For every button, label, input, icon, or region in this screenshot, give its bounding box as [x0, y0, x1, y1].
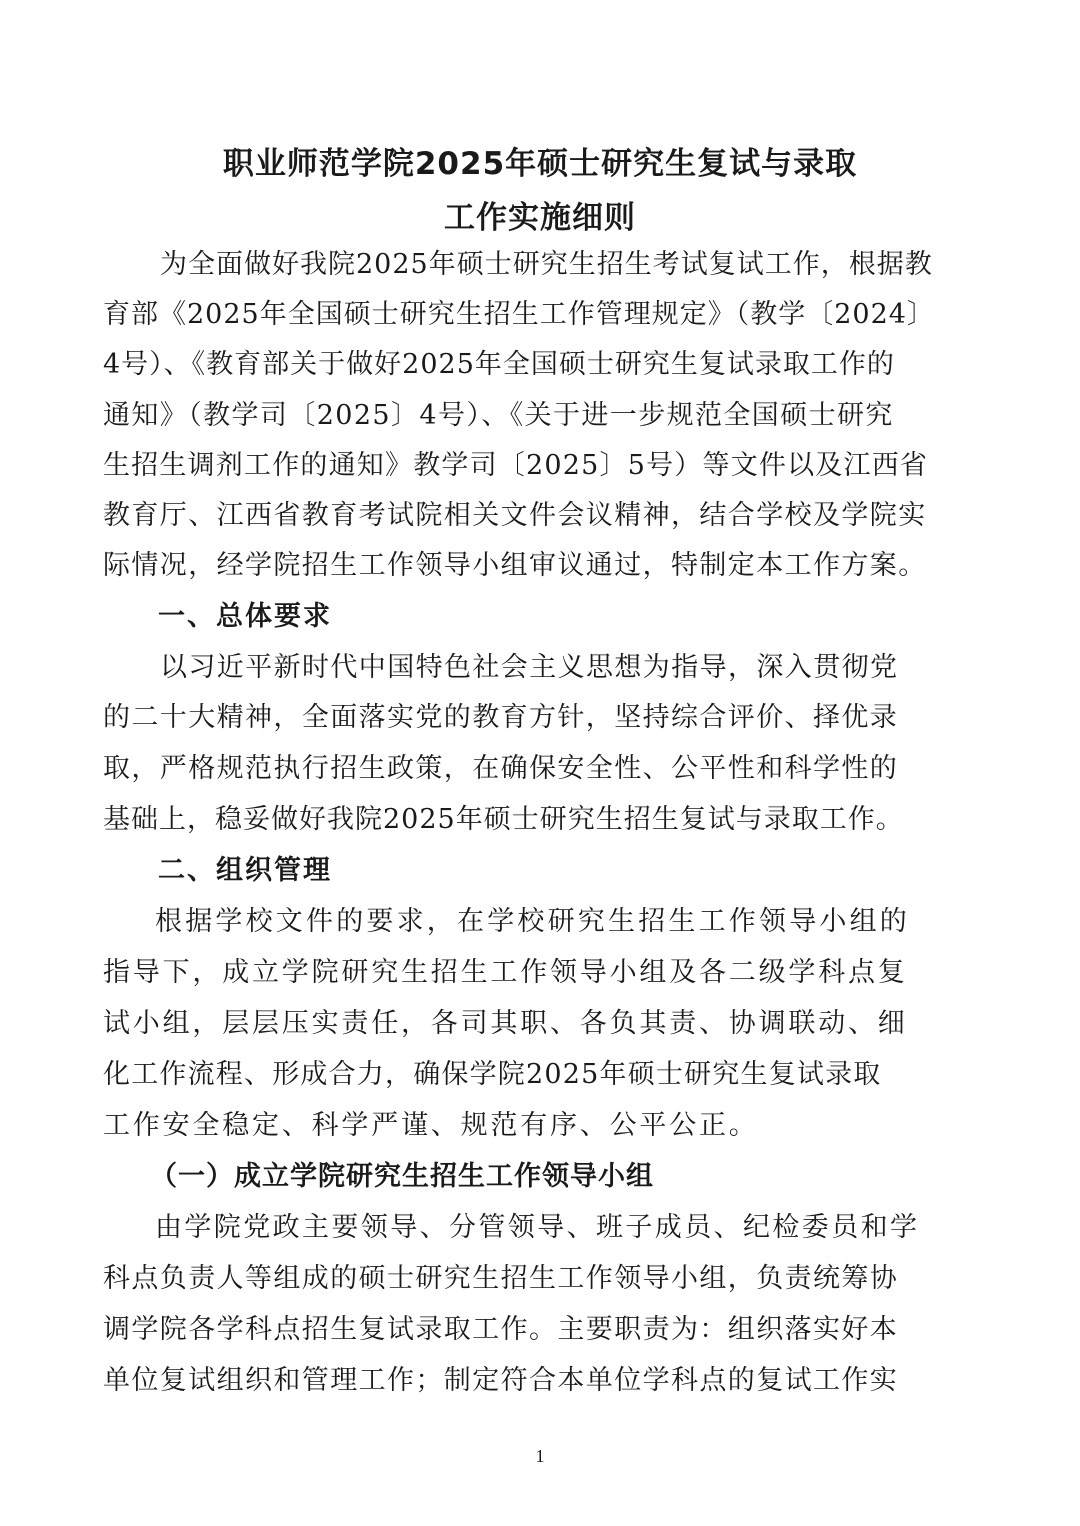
intro-line: 教育厅、江西省教育考试院相关文件会议精神，结合学校及学院实	[103, 500, 927, 531]
intro-line: 通知》（教学司〔2025〕4号）、《关于进一步规范全国硕士研究	[103, 400, 894, 431]
subsection1-line: 调学院各学科点招生复试录取工作。主要职责为：组织落实好本	[103, 1314, 899, 1345]
section1-line: 取，严格规范执行招生政策，在确保安全性、公平性和科学性的	[103, 753, 899, 784]
section2-line: 根据学校文件的要求，在学校研究生招生工作领导小组的	[155, 906, 910, 937]
section-heading: 一、总体要求	[158, 601, 332, 632]
section1-line: 基础上，稳妥做好我院2025年硕士研究生招生复试与录取工作。	[103, 804, 904, 835]
section2-line: 指导下，成立学院研究生招生工作领导小组及各二级学科点复	[103, 957, 908, 988]
intro-line: 4号）、《教育部关于做好2025年全国硕士研究生复试录取工作的	[103, 349, 895, 380]
intro-line: 为全面做好我院2025年硕士研究生招生考试复试工作，根据教	[160, 249, 933, 280]
section-heading: 二、组织管理	[158, 855, 332, 886]
page-number: 1	[535, 1446, 545, 1466]
section1-line: 的二十大精神，全面落实党的教育方针，坚持综合评价、择优录	[103, 702, 899, 733]
intro-line: 育部《2025年全国硕士研究生招生工作管理规定》（教学〔2024〕	[103, 299, 935, 330]
subsection1-line: 科点负责人等组成的硕士研究生招生工作领导小组，负责统筹协	[103, 1263, 899, 1294]
section2-line: 化工作流程、形成合力，确保学院2025年硕士研究生复试录取	[103, 1059, 882, 1090]
document-title-line-2: 工作实施细则	[444, 200, 636, 236]
subsection1-line: 单位复试组织和管理工作；制定符合本单位学科点的复试工作实	[103, 1365, 899, 1396]
section2-line: 工作安全稳定、科学严谨、规范有序、公平公正。	[103, 1110, 759, 1141]
subsection-heading: （一）成立学院研究生招生工作领导小组	[150, 1161, 654, 1192]
section2-line: 试小组，层层压实责任，各司其职、各负其责、协调联动、细	[103, 1008, 908, 1039]
subsection1-line: 由学院党政主要领导、分管领导、班子成员、纪检委员和学	[155, 1212, 920, 1243]
intro-line: 际情况，经学院招生工作领导小组审议通过，特制定本工作方案。	[103, 550, 927, 581]
document-title-line-1: 职业师范学院2025年硕士研究生复试与录取	[222, 146, 858, 182]
section1-line: 以习近平新时代中国特色社会主义思想为指导，深入贯彻党	[160, 652, 899, 683]
intro-line: 生招生调剂工作的通知》教学司〔2025〕5号）等文件以及江西省	[103, 450, 929, 481]
